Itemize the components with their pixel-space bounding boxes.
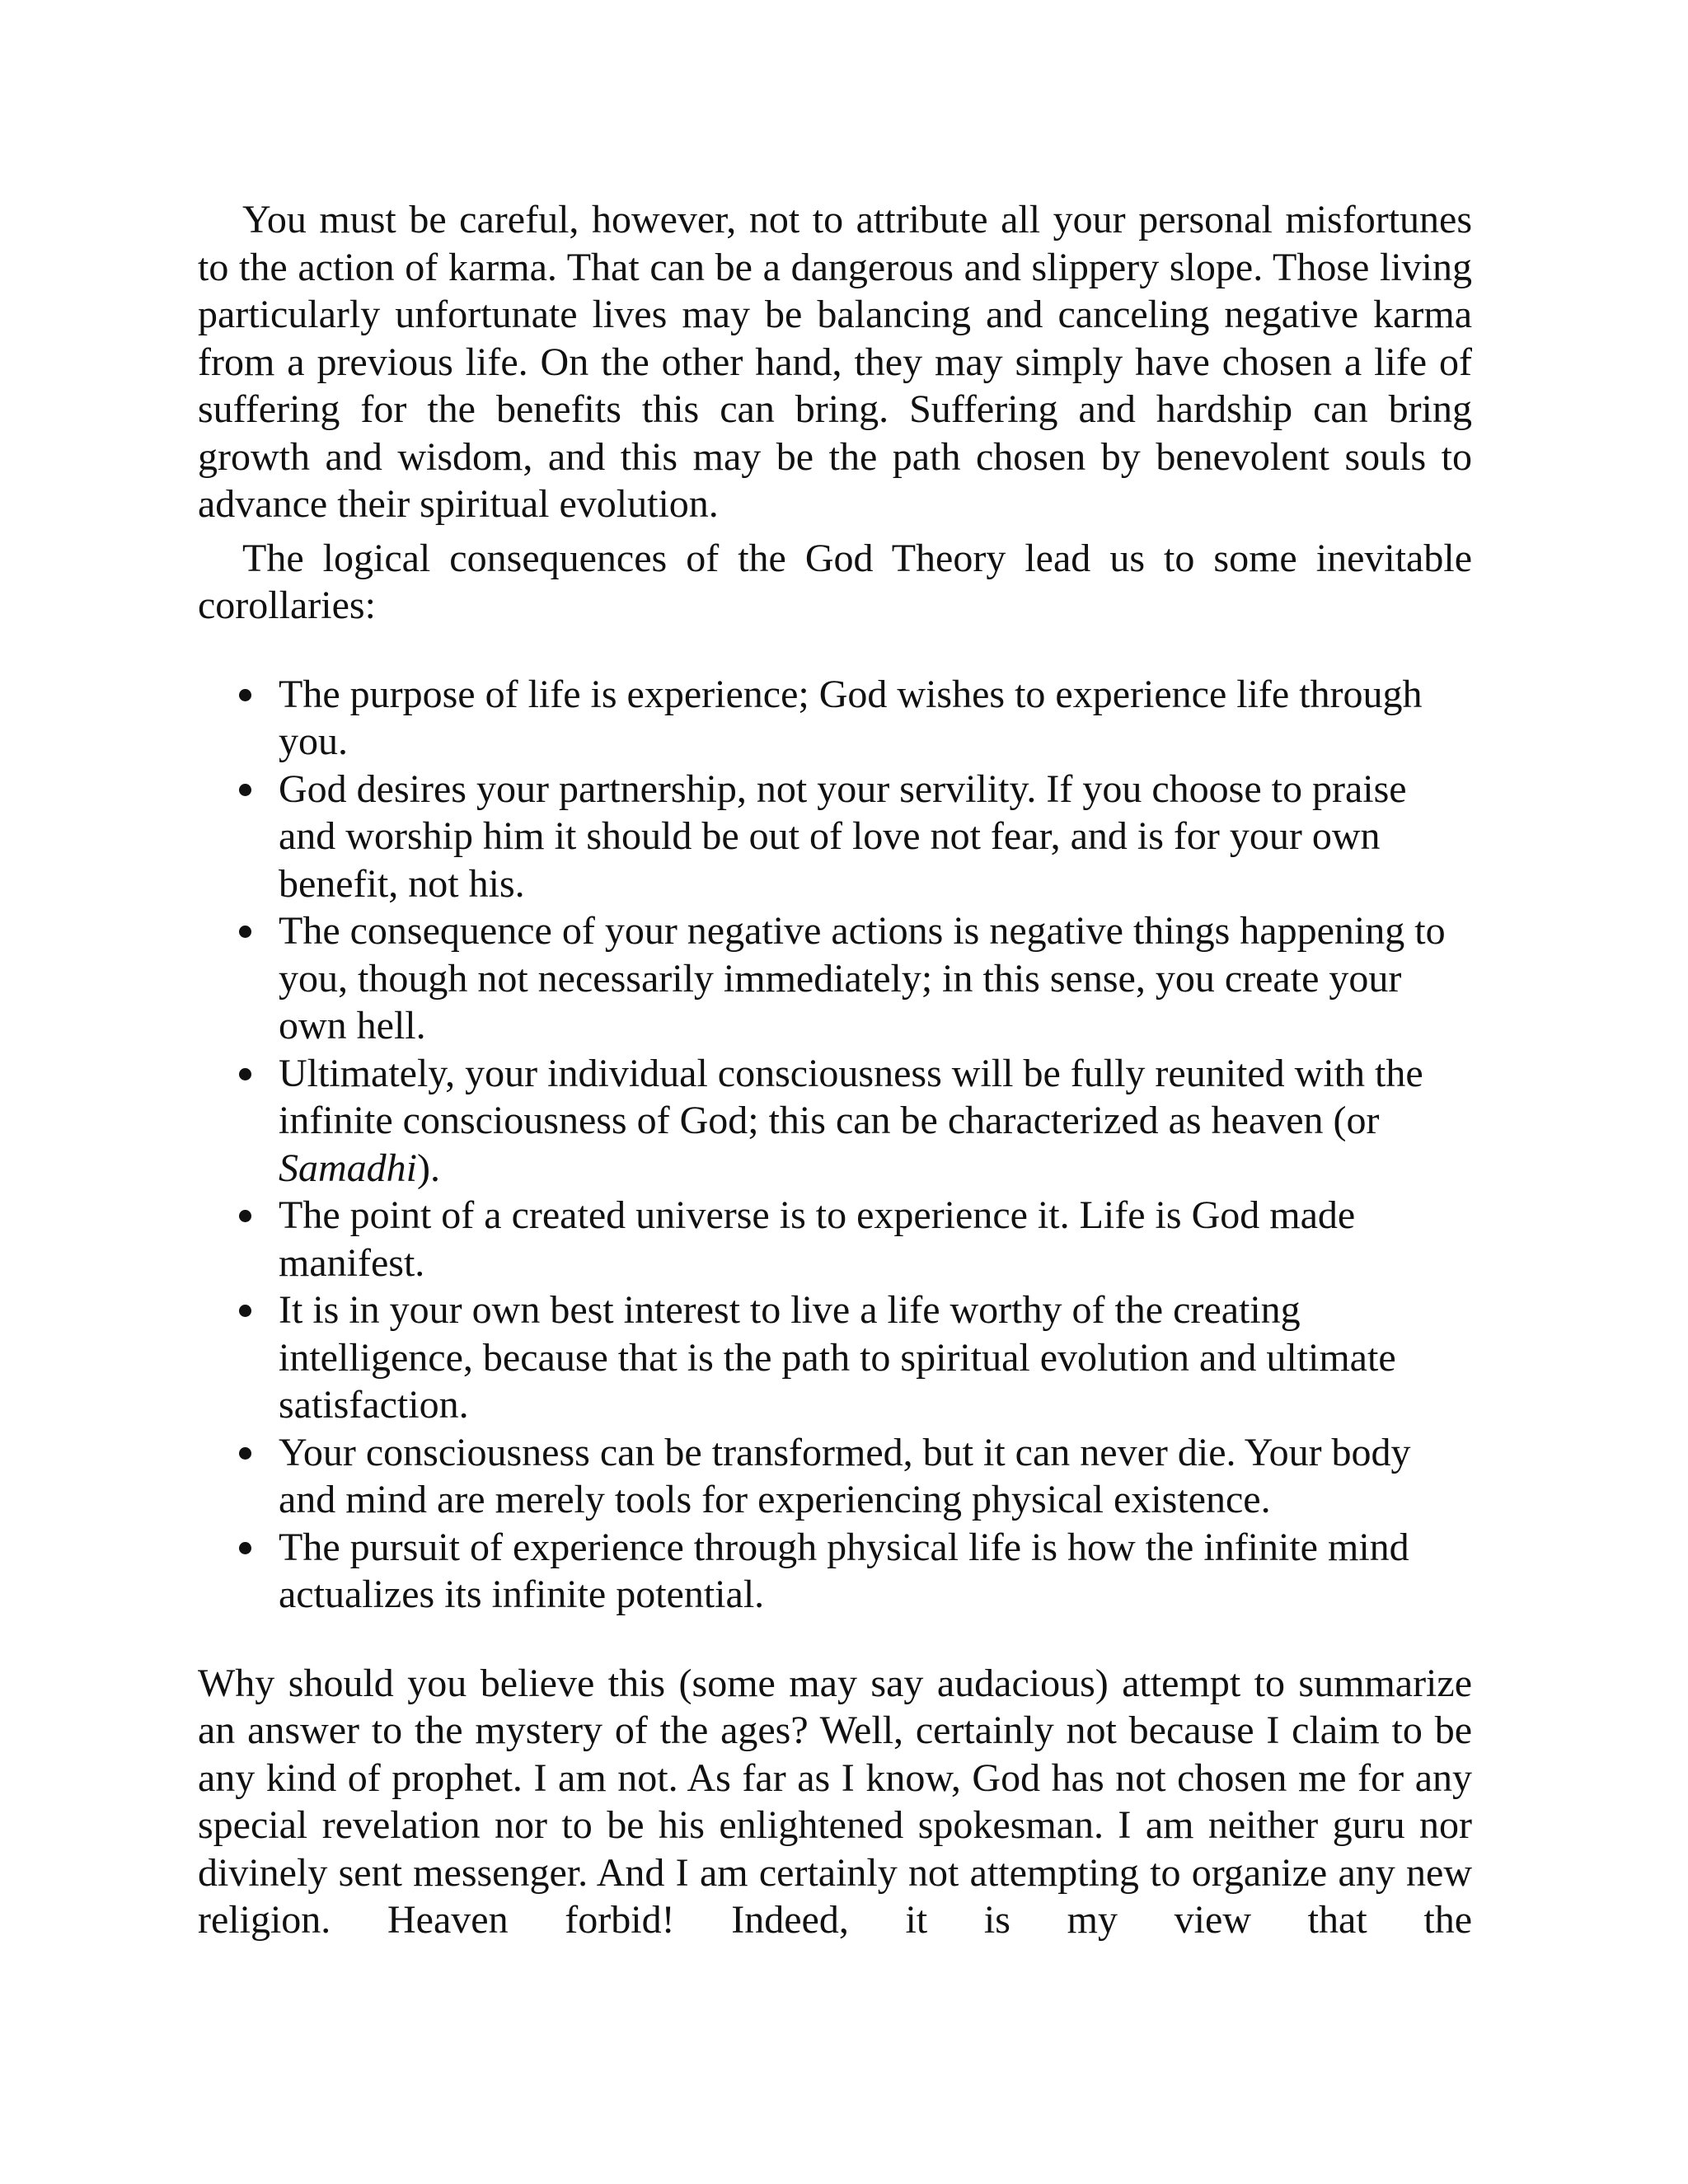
list-item — [279, 1050, 1472, 1193]
bullet-icon — [239, 1305, 251, 1317]
list-item-text: The consequence of your negative actions is negative things happening to you, though not necessarily immediately; in this sense, you create your own hell. — [279, 909, 1446, 1047]
list-item — [279, 1192, 1472, 1286]
paragraph-why-believe: Why should you believe this (some may say audacious) attempt to summarize an answer to the mystery of the ages? Well, certainly not because I claim to be any kind of prophet. I am not. As far as I know, God has not chosen me for any special revelation nor to be his enlightened spokesman. I am neither guru nor divinely sent messenger. And I am certainly not attempting to organize any new religion. Heaven forbid! Indeed, it is my view that the — [198, 1661, 1472, 1942]
bullet-icon — [239, 1068, 251, 1080]
corollaries-list — [198, 671, 1472, 1619]
document-page — [198, 196, 1472, 1944]
list-item — [279, 1524, 1472, 1619]
paragraph-corollaries-intro: The logical consequences of the God Theory lead us to some inevitable corollaries: — [198, 536, 1472, 627]
list-item — [279, 907, 1472, 1050]
list-item-text: Ultimately, your individual consciousness will be fully reunited with the infinite consciousness of God; this can be characterized as heaven (or — [279, 1051, 1423, 1142]
bullet-icon — [239, 784, 251, 796]
bullet-icon — [239, 926, 251, 938]
bullet-icon — [239, 1210, 251, 1222]
list-item — [279, 671, 1472, 766]
list-item-italic-term: Samadhi — [279, 1146, 417, 1190]
list-item-text-end: ). — [417, 1146, 440, 1190]
list-item-text: God desires your partnership, not your servility. If you choose to praise and worship him it should be out of love not fear, and is for your own benefit, not his. — [279, 766, 1407, 906]
bullet-icon — [239, 1542, 251, 1554]
bullet-icon — [239, 1447, 251, 1460]
list-item-text: The point of a created universe is to experience it. Life is God made manifest. — [279, 1193, 1356, 1285]
bullet-icon — [239, 689, 251, 701]
list-item-text: It is in your own best interest to live a life worthy of the creating intelligence, because that is the path to spiritual evolution and ultimate satisfaction. — [279, 1288, 1396, 1427]
paragraph-karma-caution: You must be careful, however, not to attribute all your personal misfortunes to the action of karma. That can be a dangerous and slippery slope. Those living particularly unfortunate lives may be balancing and canceling negative karma from a previous life. On the other hand, they may simply have chosen a life of suffering for the benefits this can bring. Suffering and hardship can bring growth and wisdom, and this may be the path chosen by benevolent souls to advance their spiritual evolution. — [198, 198, 1472, 526]
list-item — [279, 1429, 1472, 1524]
list-item-text: The purpose of life is experience; God wishes to experience life through you. — [279, 672, 1423, 763]
list-item-text: The pursuit of experience through physical life is how the infinite mind actualizes its infinite potential. — [279, 1525, 1409, 1616]
list-item — [279, 1286, 1472, 1429]
list-item — [279, 766, 1472, 908]
list-item-text: Your consciousness can be transformed, but it can never die. Your body and mind are merely tools for experiencing physical existence. — [279, 1430, 1411, 1521]
